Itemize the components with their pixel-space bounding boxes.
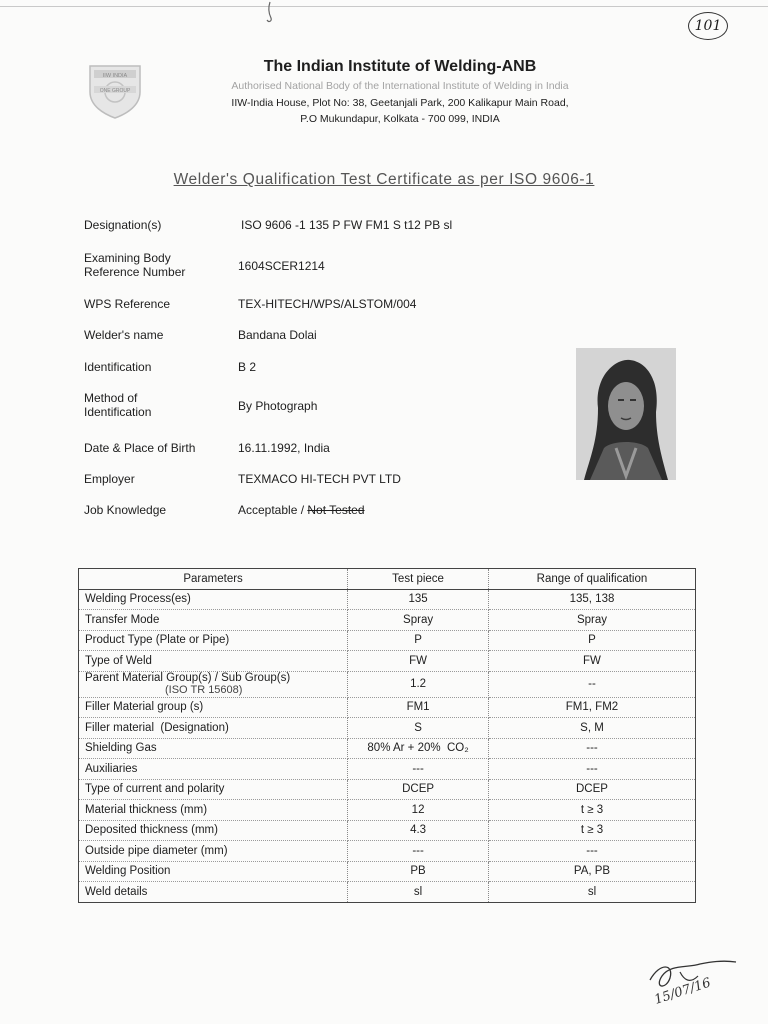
examining-body-label-line1: Examining Body bbox=[84, 251, 171, 265]
job-knowledge-label: Job Knowledge bbox=[84, 503, 167, 517]
org-name: The Indian Institute of Welding-ANB bbox=[263, 58, 537, 75]
range-cell: 135, 138 bbox=[488, 589, 695, 610]
table-row bbox=[79, 610, 696, 631]
param-cell: Auxiliaries bbox=[79, 759, 348, 780]
table-row bbox=[79, 841, 696, 862]
param-cell: Filler Material group (s) bbox=[79, 697, 348, 718]
address-line-2: P.O Mukundapur, Kolkata - 700 099, INDIA bbox=[300, 113, 500, 125]
header-parameters: Parameters bbox=[79, 569, 348, 590]
test-cell: 4.3 bbox=[348, 820, 489, 841]
test-cell: --- bbox=[348, 841, 489, 862]
param-cell: Filler material (Designation) bbox=[79, 718, 348, 739]
handwritten-mark bbox=[260, 0, 280, 26]
method-label bbox=[84, 391, 151, 419]
table-row bbox=[79, 671, 696, 697]
method-value: By Photograph bbox=[238, 399, 318, 413]
param-cell: Product Type (Plate or Pipe) bbox=[79, 630, 348, 651]
table-row bbox=[79, 738, 696, 759]
range-cell: -- bbox=[488, 671, 695, 697]
table-row bbox=[79, 820, 696, 841]
test-cell: P bbox=[348, 630, 489, 651]
test-cell: 1.2 bbox=[348, 671, 489, 697]
org-address bbox=[150, 95, 650, 127]
test-cell: sl bbox=[348, 882, 489, 903]
header-range: Range of qualification bbox=[488, 569, 695, 590]
method-label-line2: Identification bbox=[84, 405, 152, 419]
test-cell: FM1 bbox=[348, 697, 489, 718]
range-cell: DCEP bbox=[488, 779, 695, 800]
method-label-line1: Method of bbox=[84, 391, 138, 405]
range-cell: FW bbox=[488, 651, 695, 672]
param-cell: Deposited thickness (mm) bbox=[79, 820, 348, 841]
page-number: 101 bbox=[688, 12, 728, 40]
job-knowledge-acceptable: Acceptable / bbox=[238, 503, 308, 517]
employer-label: Employer bbox=[84, 472, 135, 486]
table-row bbox=[79, 697, 696, 718]
test-cell: S bbox=[348, 718, 489, 739]
table-row bbox=[79, 589, 696, 610]
range-cell: PA, PB bbox=[488, 861, 695, 882]
certificate-title: Welder's Qualification Test Certificate as per ISO 9606-1 bbox=[173, 171, 595, 188]
test-cell: DCEP bbox=[348, 779, 489, 800]
range-cell: --- bbox=[488, 738, 695, 759]
welder-photo bbox=[576, 348, 676, 480]
test-cell: FW bbox=[348, 651, 489, 672]
test-cell: Spray bbox=[348, 610, 489, 631]
param-cell: Welding Position bbox=[79, 861, 348, 882]
range-cell: t ≥ 3 bbox=[488, 800, 695, 821]
welder-name-label: Welder's name bbox=[84, 328, 164, 342]
wps-reference-value: TEX-HITECH/WPS/ALSTOM/004 bbox=[238, 297, 417, 311]
range-cell: FM1, FM2 bbox=[488, 697, 695, 718]
designation-value: ISO 9606 -1 135 P FW FM1 S t12 PB sl bbox=[241, 218, 453, 232]
examining-body-value: 1604SCER1214 bbox=[238, 259, 325, 273]
top-rule bbox=[0, 6, 768, 7]
param-cell: Material thickness (mm) bbox=[79, 800, 348, 821]
param-note: (ISO TR 15608) bbox=[165, 683, 243, 696]
header-test-piece: Test piece bbox=[348, 569, 489, 590]
birth-value: 16.11.1992, India bbox=[238, 441, 330, 455]
range-cell: --- bbox=[488, 841, 695, 862]
employer-value: TEXMACO HI-TECH PVT LTD bbox=[238, 472, 401, 486]
table-row bbox=[79, 779, 696, 800]
param-cell bbox=[79, 671, 348, 697]
address-line-1: IIW-India House, Plot No: 38, Geetanjali Park, 200 Kalikapur Main Road, bbox=[231, 97, 569, 109]
job-knowledge-value bbox=[238, 503, 365, 517]
param-cell: Weld details bbox=[79, 882, 348, 903]
handwritten-signature bbox=[640, 950, 750, 1010]
param-cell: Type of Weld bbox=[79, 651, 348, 672]
param-cell: Welding Process(es) bbox=[79, 589, 348, 610]
identification-value: B 2 bbox=[238, 360, 257, 374]
test-cell: --- bbox=[348, 759, 489, 780]
table-row bbox=[79, 882, 696, 903]
table-header-row bbox=[79, 569, 696, 590]
range-cell: Spray bbox=[488, 610, 695, 631]
param-cell: Transfer Mode bbox=[79, 610, 348, 631]
table-row bbox=[79, 861, 696, 882]
examining-body-label-line2: Reference Number bbox=[84, 265, 186, 279]
table-row bbox=[79, 718, 696, 739]
test-cell: PB bbox=[348, 861, 489, 882]
test-cell: 135 bbox=[348, 589, 489, 610]
test-cell: 12 bbox=[348, 800, 489, 821]
param-cell: Type of current and polarity bbox=[79, 779, 348, 800]
designation-label: Designation(s) bbox=[84, 218, 162, 232]
identification-label: Identification bbox=[84, 360, 152, 374]
org-authorised-line: Authorised National Body of the International Institute of Welding in India bbox=[231, 80, 569, 92]
range-cell: S, M bbox=[488, 718, 695, 739]
table-row bbox=[79, 800, 696, 821]
logo-top-text: IIW INDIA bbox=[102, 73, 128, 79]
range-cell: sl bbox=[488, 882, 695, 903]
range-cell: --- bbox=[488, 759, 695, 780]
signature-date: 15/07/16 bbox=[652, 975, 713, 1008]
job-knowledge-struck: Not Tested bbox=[307, 503, 365, 517]
table-row bbox=[79, 630, 696, 651]
param-cell: Shielding Gas bbox=[79, 738, 348, 759]
range-cell: P bbox=[488, 630, 695, 651]
parameters-table bbox=[78, 568, 696, 903]
param-text: Parent Material Group(s) / Sub Group(s) bbox=[85, 671, 291, 684]
iiw-logo-icon bbox=[86, 62, 144, 120]
logo-bottom-text: ONE GROUP bbox=[99, 88, 131, 94]
examining-body-label bbox=[84, 251, 185, 279]
table-row bbox=[79, 651, 696, 672]
range-cell: t ≥ 3 bbox=[488, 820, 695, 841]
wps-reference-label: WPS Reference bbox=[84, 297, 171, 311]
param-cell: Outside pipe diameter (mm) bbox=[79, 841, 348, 862]
test-cell: 80% Ar + 20% CO₂ bbox=[348, 738, 489, 759]
birth-label: Date & Place of Birth bbox=[84, 441, 196, 455]
table-row bbox=[79, 759, 696, 780]
welder-name-value: Bandana Dolai bbox=[238, 328, 317, 342]
